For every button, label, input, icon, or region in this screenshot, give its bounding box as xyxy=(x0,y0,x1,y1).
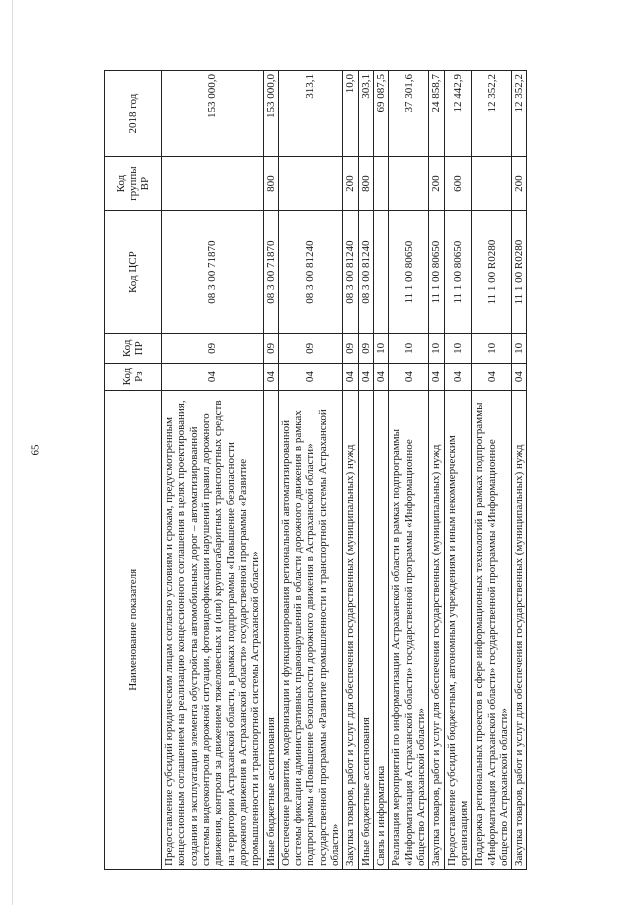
row-value-cell: 303,1 xyxy=(358,71,373,157)
row-csr-cell: 11 1 00 R0280 xyxy=(512,211,527,334)
row-rz-cell: 04 xyxy=(162,363,264,390)
row-csr-cell: 11 1 00 80650 xyxy=(444,211,472,334)
row-pr-cell: 09 xyxy=(343,334,358,364)
row-value-cell: 153 000,0 xyxy=(263,71,278,157)
table-row xyxy=(444,71,472,870)
budget-table xyxy=(104,70,527,870)
row-pr-cell: 10 xyxy=(472,334,512,364)
row-value-cell: 24 858,7 xyxy=(429,71,444,157)
row-csr-cell: 11 1 00 80650 xyxy=(389,211,429,334)
table-row xyxy=(263,71,278,870)
table-row xyxy=(429,71,444,870)
header-pr: Код ПР xyxy=(105,334,162,364)
row-name-cell: Предоставление субсидий бюджетным, автономным учреждениям и иным некоммерческим организациям xyxy=(444,390,472,869)
row-pr-cell: 09 xyxy=(358,334,373,364)
row-name-cell: Закупка товаров, работ и услуг для обеспечения государственных (муниципальных) нужд xyxy=(512,390,527,869)
row-pr-cell: 09 xyxy=(263,334,278,364)
header-rz: Код Рз xyxy=(105,363,162,390)
row-csr-cell: 08 3 00 81240 xyxy=(358,211,373,334)
row-csr-cell: 08 3 00 71870 xyxy=(162,211,264,334)
row-pr-cell: 10 xyxy=(512,334,527,364)
row-rz-cell: 04 xyxy=(472,363,512,390)
row-pr-cell: 10 xyxy=(389,334,429,364)
row-value-cell: 12 442,9 xyxy=(444,71,472,157)
page-number: 65 xyxy=(29,444,42,456)
row-rz-cell: 04 xyxy=(374,363,389,390)
row-vr-cell: 800 xyxy=(358,157,373,211)
row-rz-cell: 04 xyxy=(358,363,373,390)
row-value-cell: 12 352,2 xyxy=(472,71,512,157)
row-name-cell: Обеспечение развития, модернизации и функционирования региональной автоматизированной системы фиксации административных правонарушений в области дорожного движения в рамках подпрограммы «Повышение безопасности дорожного движения в Астраханской области» государственной программы «Развитие промышленности и транспортной системы Астраханской области» xyxy=(278,390,343,869)
header-name: Наименование показателя xyxy=(105,390,162,869)
row-name-cell: Закупка товаров, работ и услуг для обеспечения государственных (муниципальных) нужд xyxy=(429,390,444,869)
row-pr-cell: 10 xyxy=(429,334,444,364)
row-csr-cell: 08 3 00 81240 xyxy=(343,211,358,334)
row-rz-cell: 04 xyxy=(389,363,429,390)
table-row xyxy=(389,71,429,870)
table-row xyxy=(512,71,527,870)
table-row xyxy=(358,71,373,870)
rotated-table-container xyxy=(104,70,596,870)
row-value-cell: 37 301,6 xyxy=(389,71,429,157)
row-name-cell: Закупка товаров, работ и услуг для обеспечения государственных (муниципальных) нужд xyxy=(343,390,358,869)
row-name-cell: Иные бюджетные ассигнования xyxy=(358,390,373,869)
table-row xyxy=(278,71,343,870)
scan-edge xyxy=(12,0,13,905)
row-vr-cell: 200 xyxy=(512,157,527,211)
header-csr: Код ЦСР xyxy=(105,211,162,334)
header-vr: Код группы ВР xyxy=(105,157,162,211)
row-vr-cell xyxy=(162,157,264,211)
row-value-cell: 69 087,5 xyxy=(374,71,389,157)
row-vr-cell: 200 xyxy=(429,157,444,211)
row-value-cell: 153 000,0 xyxy=(162,71,264,157)
table-row xyxy=(343,71,358,870)
row-name-cell: Реализация мероприятий по информатизации Астраханской области в рамках подпрограммы «Информатизация Астраханской области» государственной программы «Информационное общество Астраханской области» xyxy=(389,390,429,869)
row-vr-cell xyxy=(389,157,429,211)
table-body xyxy=(162,71,527,870)
table-row xyxy=(374,71,389,870)
row-csr-cell: 08 3 00 81240 xyxy=(278,211,343,334)
row-rz-cell: 04 xyxy=(263,363,278,390)
row-vr-cell xyxy=(472,157,512,211)
row-pr-cell: 09 xyxy=(162,334,264,364)
row-rz-cell: 04 xyxy=(343,363,358,390)
row-value-cell: 10,0 xyxy=(343,71,358,157)
row-name-cell: Связь и информатика xyxy=(374,390,389,869)
row-pr-cell: 10 xyxy=(444,334,472,364)
row-name-cell: Предоставление субсидий юридическим лицам согласно условиям и срокам, предусмотренным концессионным соглашением на реализацию концессионного соглашения в целях проектирования, создания и эксплуатации элемента обустройства автомобильных дорог – автоматизированной системы видеоконтроля дорожной ситуации, фотовидеофиксации нарушений правил дорожного движения, контроля за движением тяжеловесных и (или) крупногабаритных транспортных средств на территории Астраханской области, в рамках подпрограммы «Повышение безопасности дорожного движения в Астраханской области» государственной программы «Развитие промышленности и транспортной системы Астраханской области» xyxy=(162,390,264,869)
row-csr-cell: 08 3 00 71870 xyxy=(263,211,278,334)
row-value-cell: 12 352,2 xyxy=(512,71,527,157)
row-name-cell: Иные бюджетные ассигнования xyxy=(263,390,278,869)
row-rz-cell: 04 xyxy=(429,363,444,390)
row-csr-cell xyxy=(374,211,389,334)
header-row xyxy=(105,71,162,870)
table-row xyxy=(472,71,512,870)
row-name-cell: Поддержка региональных проектов в сфере информационных технологий в рамках подпрограммы «Информатизация Астраханской области» государственной программы «Информационное общество Астраханской области» xyxy=(472,390,512,869)
row-rz-cell: 04 xyxy=(512,363,527,390)
row-pr-cell: 09 xyxy=(278,334,343,364)
row-csr-cell: 11 1 00 R0280 xyxy=(472,211,512,334)
row-vr-cell xyxy=(374,157,389,211)
row-value-cell: 313,1 xyxy=(278,71,343,157)
table-row xyxy=(162,71,264,870)
row-vr-cell: 200 xyxy=(343,157,358,211)
row-pr-cell: 10 xyxy=(374,334,389,364)
row-vr-cell: 800 xyxy=(263,157,278,211)
row-vr-cell: 600 xyxy=(444,157,472,211)
row-csr-cell: 11 1 00 80650 xyxy=(429,211,444,334)
row-rz-cell: 04 xyxy=(278,363,343,390)
header-year: 2018 год xyxy=(105,71,162,157)
row-rz-cell: 04 xyxy=(444,363,472,390)
row-vr-cell xyxy=(278,157,343,211)
